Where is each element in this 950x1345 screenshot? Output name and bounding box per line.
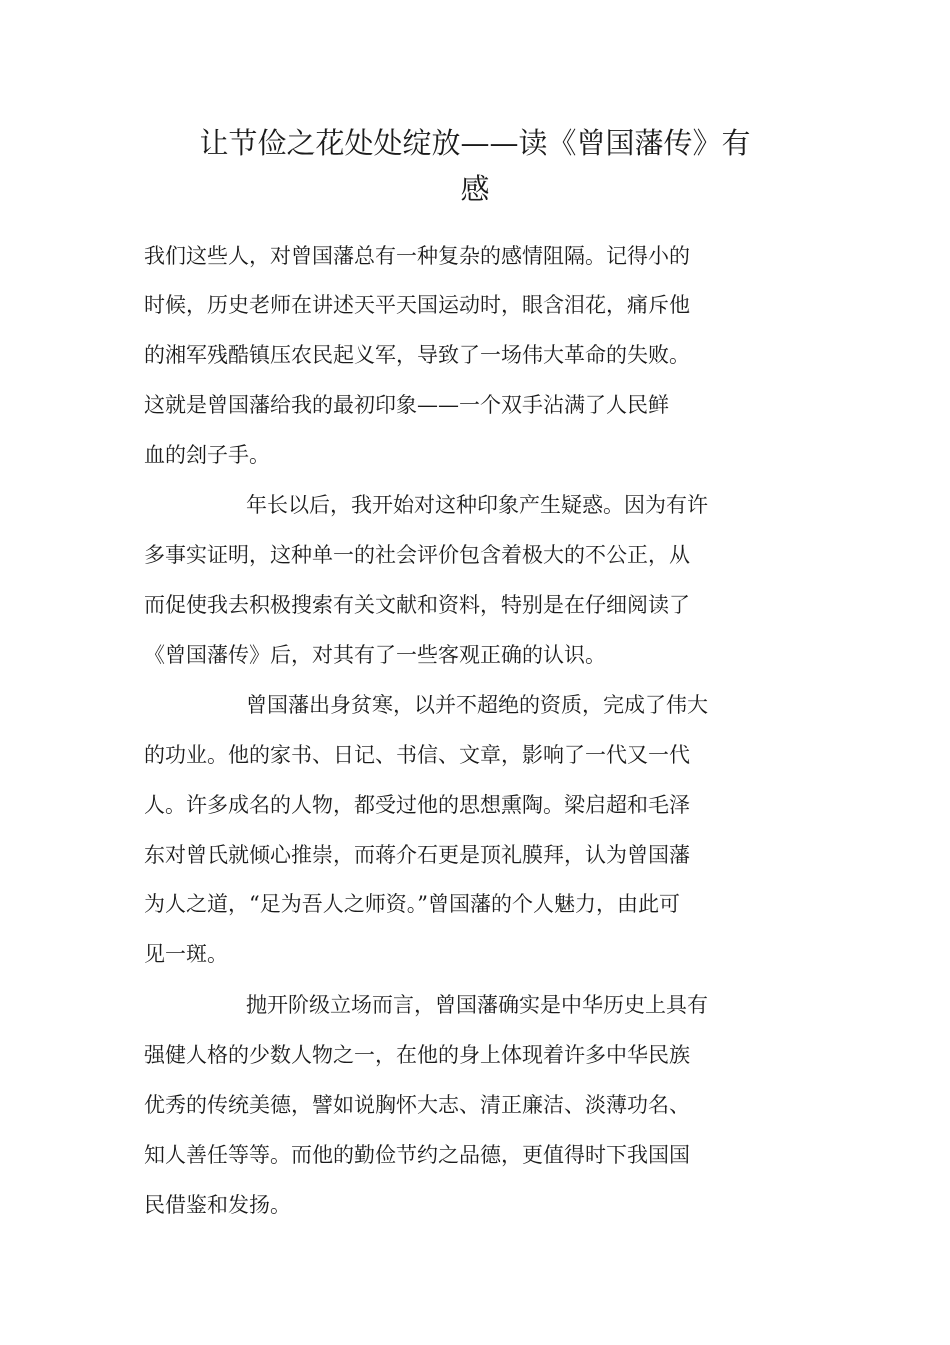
paragraph-3-line-4: 东对曾氏就倾心推崇，而蒋介石更是顶礼膜拜，认为曾国藩 xyxy=(144,843,690,867)
paragraph-2-line-2: 多事实证明，这种单一的社会评价包含着极大的不公正，从 xyxy=(144,543,690,567)
paragraph-3-line-5: 为人之道，“足为吾人之师资。”曾国藩的个人魅力，由此可 xyxy=(144,892,680,916)
paragraph-3-line-1: 曾国藩出身贫寒，以并不超绝的资质，完成了伟大 xyxy=(246,693,708,717)
paragraph-4-line-1: 抛开阶级立场而言，曾国藩确实是中华历史上具有 xyxy=(246,993,708,1017)
title-line-1: 让节俭之花处处绽放——读《曾国藩传》有 xyxy=(199,126,751,160)
paragraph-4-line-3: 优秀的传统美德，譬如说胸怀大志、清正廉洁、淡薄功名、 xyxy=(144,1093,690,1117)
paragraph-1-line-5: 血的刽子手。 xyxy=(144,443,270,467)
paragraph-2-line-1: 年长以后，我开始对这种印象产生疑惑。因为有许 xyxy=(246,493,708,517)
paragraph-3-line-3: 人。许多成名的人物，都受过他的思想熏陶。梁启超和毛泽 xyxy=(144,793,690,817)
title-line-2: 感 xyxy=(460,172,490,206)
paragraph-4-line-5: 民借鉴和发扬。 xyxy=(144,1193,291,1217)
paragraph-1-line-4: 这就是曾国藩给我的最初印象——一个双手沾满了人民鲜 xyxy=(144,393,669,417)
paragraph-2-line-3: 而促使我去积极搜索有关文献和资料，特别是在仔细阅读了 xyxy=(144,593,690,617)
paragraph-3-line-2: 的功业。他的家书、日记、书信、文章，影响了一代又一代 xyxy=(144,743,690,767)
paragraph-3-line-6: 见一斑。 xyxy=(144,942,228,966)
paragraph-2-line-4: 《曾国藩传》后，对其有了一些客观正确的认识。 xyxy=(144,643,606,667)
paragraph-4-line-4: 知人善任等等。而他的勤俭节约之品德，更值得时下我国国 xyxy=(144,1143,690,1167)
paragraph-1-line-2: 时候，历史老师在讲述天平天国运动时，眼含泪花，痛斥他 xyxy=(144,293,690,317)
paragraph-4-line-2: 强健人格的少数人物之一，在他的身上体现着许多中华民族 xyxy=(144,1043,690,1067)
paragraph-1-line-1: 我们这些人，对曾国藩总有一种复杂的感情阻隔。记得小的 xyxy=(144,244,690,268)
paragraph-1-line-3: 的湘军残酷镇压农民起义军，导致了一场伟大革命的失败。 xyxy=(144,343,690,367)
document-title xyxy=(140,120,810,212)
